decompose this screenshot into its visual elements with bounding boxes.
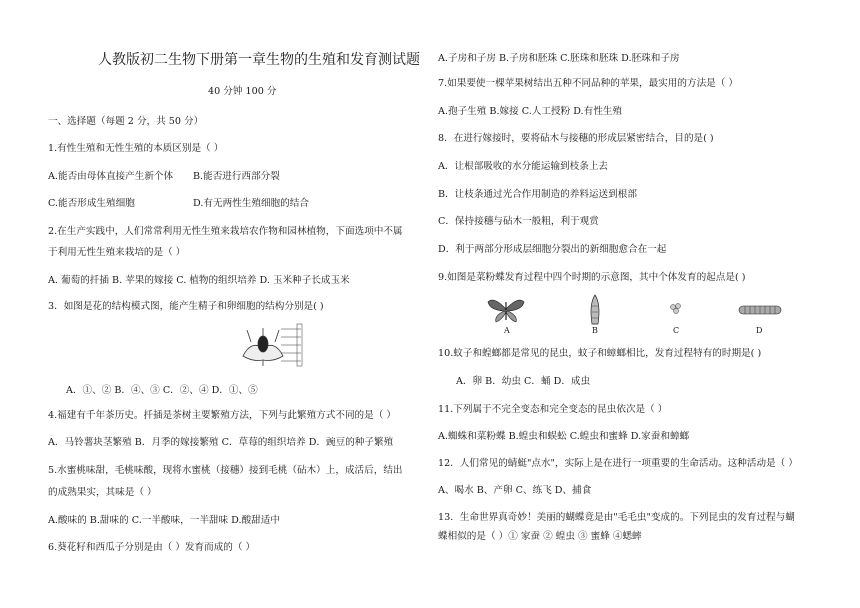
question-2-line-1: 2.在生产实践中，人们常常利用无性生殖来栽培农作物和园林植物，下面选项中不属 — [48, 226, 403, 237]
question-1-option-d: D.有无两性生殖细胞的结合 — [193, 198, 309, 209]
question-10-options: A．卵 B．幼虫 C．蛹 D．成虫 — [456, 376, 591, 387]
question-3: 3．如图是花的结构模式图，能产生精子和卵细胞的结构分别是( ) — [48, 301, 324, 312]
question-8: 8．在进行嫁接时，要将砧木与接穗的形成层紧密结合，目的是( ) — [438, 133, 714, 144]
question-6-options: A.子房和子房 B.子房和胚珠 C.胚珠和胚珠 D.胚珠和子房 — [438, 53, 680, 64]
question-1-option-c: C.能否形成生殖细胞 — [48, 198, 135, 209]
question-5-options: A.酸味的 B.甜味的 C.一半酸味，一半甜味 D.酸甜适中 — [48, 515, 280, 526]
egg-figure — [668, 302, 684, 316]
question-3-options: A．①、② B．④、③ C．②、④ D．①、⑤ — [66, 385, 258, 396]
question-4: 4.福建有千年茶历史。扦插是茶树主要繁殖方法，下列与此繁殖方式不同的是（ ） — [48, 410, 396, 421]
right-column — [438, 0, 838, 608]
question-11-options: A.蜘蛛和菜粉蝶 B.蝗虫和蜈蚣 C.蝗虫和蜜蜂 D.家蚕和蟑螂 — [438, 431, 690, 442]
figure-label-c: C — [673, 326, 680, 335]
question-7-options: A.孢子生殖 B.嫁接 C.人工授粉 D.有性生殖 — [438, 106, 622, 117]
exam-time-score: 40 分钟 100 分 — [208, 86, 277, 97]
page-title: 人教版初二生物下册第一章生物的生殖和发育测试题 — [98, 52, 420, 68]
section-heading: 一、选择题（每题 2 分，共 50 分） — [48, 116, 204, 127]
question-1-option-b: B.能否进行西部分裂 — [193, 171, 280, 182]
question-2-options: A. 葡萄的扦插 B. 苹果的嫁接 C. 植物的组织培养 D. 玉米种子长成玉米 — [48, 275, 350, 286]
question-12: 12．人们常见的蜻蜓"点水"，实际上是在进行一项重要的生命活动。这种活动是（ ） — [438, 458, 798, 469]
question-9: 9.如图是菜粉蝶发育过程中四个时期的示意图，其中个体发育的起点是( ) — [438, 272, 746, 283]
question-2-line-2: 于利用无性生殖来栽培的是（ ） — [48, 247, 186, 258]
flower-structure-figure — [223, 320, 303, 370]
figure-label-b: B — [592, 326, 598, 335]
question-13-line-2: 蝶相似的是（ ）① 家蚕 ② 蝗虫 ③ 蜜蜂 ④蟋蟀 — [438, 531, 642, 542]
question-1-option-a: A.能否由母体直接产生新个体 — [48, 171, 174, 182]
question-6: 6.葵花籽和西瓜子分别是由（ ）发育而成的（ ） — [48, 542, 256, 553]
left-column — [48, 0, 448, 608]
question-11: 11.下列属于不完全变态和完全变态的昆虫依次是（ ） — [438, 404, 668, 415]
pupa-figure — [588, 294, 602, 326]
question-8-option-b: B．让枝条通过光合作用制造的养料运送到根部 — [438, 189, 637, 200]
question-5-line-2: 的成熟果实，其味是（ ） — [48, 487, 157, 498]
figure-label-d: D — [756, 326, 763, 335]
question-10: 10.蚊子和蝗螂都是常见的昆虫，蚊子和蟑螂相比，发育过程特有的时期是( ) — [438, 348, 762, 359]
larva-caterpillar-figure — [738, 304, 782, 316]
question-12-options: A、喝水 B、产卵 C、练飞 D、捕食 — [438, 485, 592, 496]
question-8-option-c: C．保持接穗与砧木一般粗，利于观赏 — [438, 216, 599, 227]
question-8-option-d: D．利于两部分形成层细胞分裂出的新细胞愈合在一起 — [438, 244, 667, 255]
question-5-line-1: 5.水蜜桃味甜，毛桃味酸，现将水蜜桃（接穗）接到毛桃（砧木）上，成活后，结出 — [48, 465, 403, 476]
question-8-option-a: A．让根部吸收的水分能运输到枝条上去 — [438, 161, 609, 172]
question-7: 7.如果要使一棵苹果树结出五种不同品种的苹果，最实用的方法是（ ） — [438, 78, 739, 89]
figure-label-a: A — [504, 326, 510, 335]
butterfly-adult-figure — [486, 294, 526, 324]
question-13-line-1: 13．生命世界真奇妙！美丽的蝴蝶竟是由"毛毛虫"变成的。下列昆虫的发育过程与蝴 — [438, 512, 795, 523]
question-1: 1.有性生殖和无性生殖的本质区别是（ ） — [48, 143, 224, 154]
question-4-options: A．马铃薯块茎繁殖 B．月季的嫁接繁殖 C．草莓的组织培养 D．豌豆的种子繁殖 — [48, 437, 394, 448]
